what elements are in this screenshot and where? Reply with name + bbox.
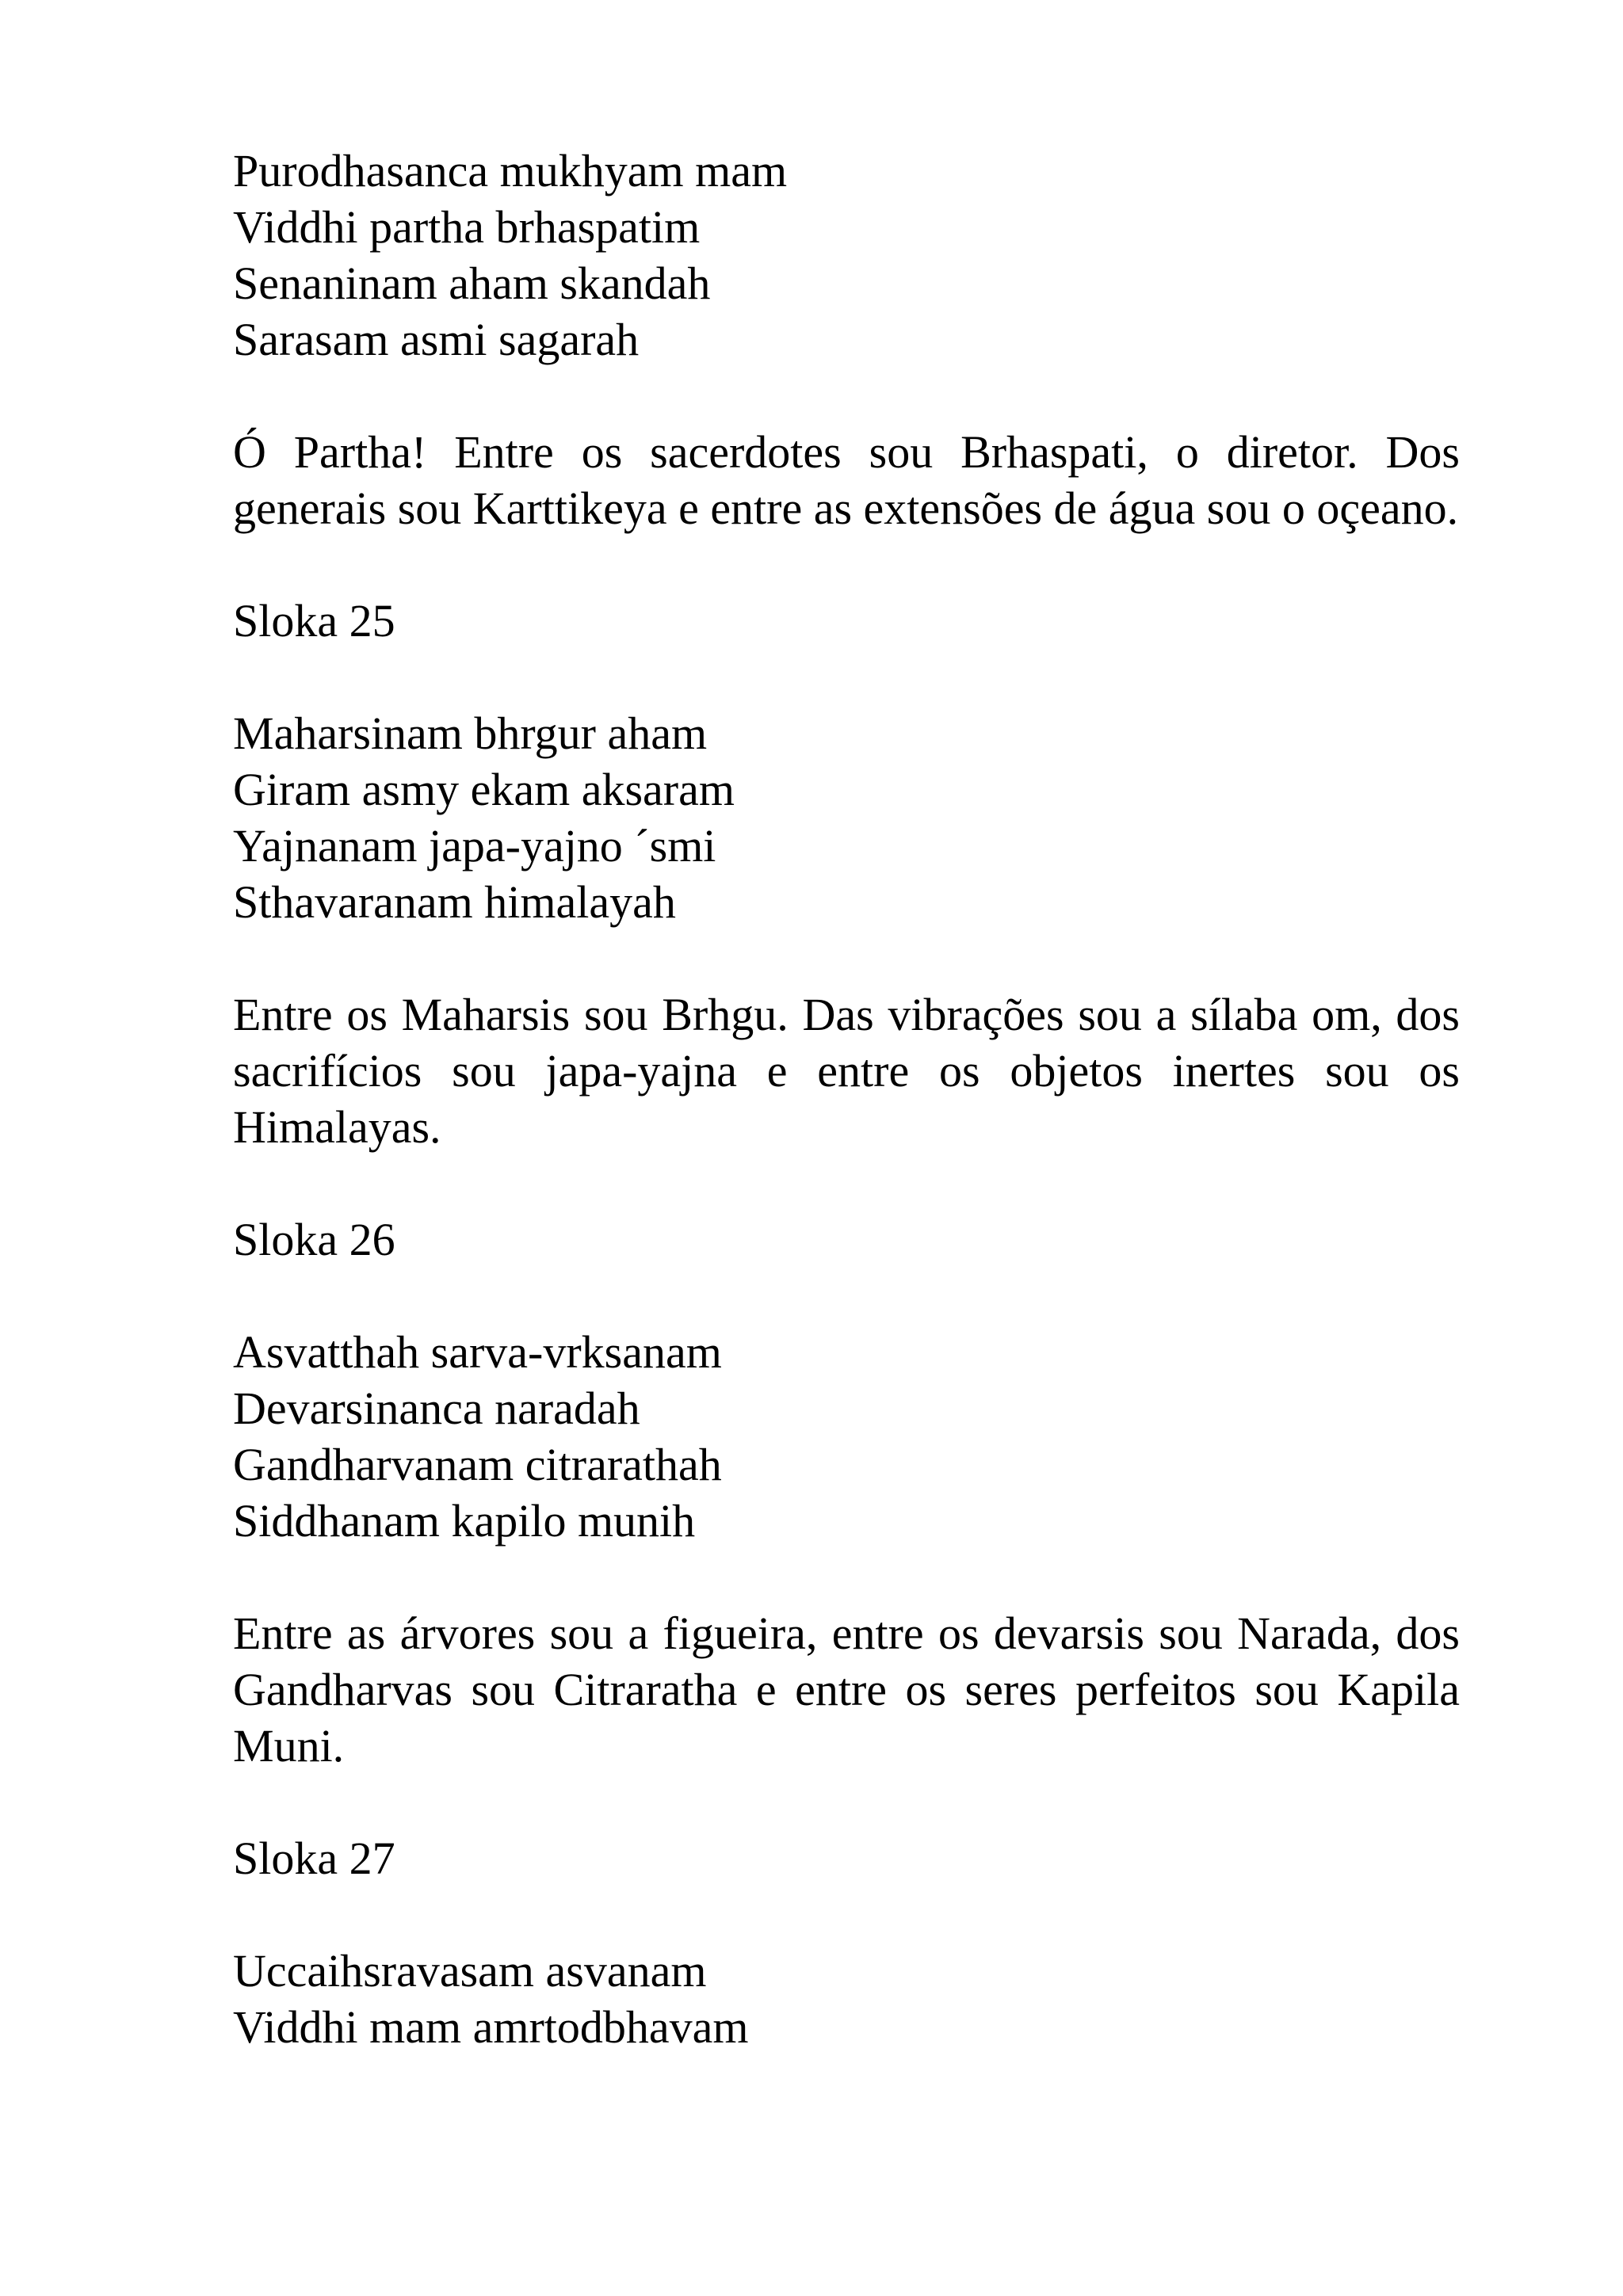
translation-paragraph: Entre as árvores sou a figueira, entre os devarsis sou Narada, dos Gandharvas sou Citraratha e entre os seres perfeitos sou Kapila Muni. [233,1608,1460,1772]
verse-line: Yajnanam japa-yajno ´smi [233,820,716,871]
verse-line: Sarasam asmi sagarah [233,314,640,365]
verse-block [233,705,1460,930]
verse-line: Devarsinanca naradah [233,1383,640,1434]
verse-line: Viddhi partha brhaspatim [233,201,701,253]
verse-line: Siddhanam kapilo munih [233,1495,696,1547]
verse-line: Giram asmy ekam aksaram [233,764,735,815]
verse-line: Sthavaranam himalayah [233,876,676,928]
translation-paragraph: Entre os Maharsis sou Brhgu. Das vibrações sou a sílaba om, dos sacrifícios sou japa-yajna e entre os objetos inertes sou os Himalayas. [233,989,1460,1153]
verse-line: Uccaihsravasam asvanam [233,1945,707,1997]
translation-paragraph: Ó Partha! Entre os sacerdotes sou Brhaspati, o diretor. Dos generais sou Karttikeya e entre as extensões de água sou o oçeano. [233,426,1460,534]
sloka-heading: Sloka 25 [233,595,395,646]
sloka-heading: Sloka 26 [233,1214,395,1265]
verse-block [233,1943,1460,2055]
sloka-heading: Sloka 27 [233,1833,395,1884]
verse-line: Senaninam aham skandah [233,257,711,309]
page-text [233,143,1460,2111]
verse-block [233,1324,1460,1549]
verse-line: Maharsinam bhrgur aham [233,707,708,759]
verse-line: Purodhasanca mukhyam mam [233,145,788,196]
verse-line: Asvatthah sarva-vrksanam [233,1326,722,1378]
verse-line: Viddhi mam amrtodbhavam [233,2001,749,2053]
verse-block [233,143,1460,368]
verse-line: Gandharvanam citrarathah [233,1439,722,1490]
